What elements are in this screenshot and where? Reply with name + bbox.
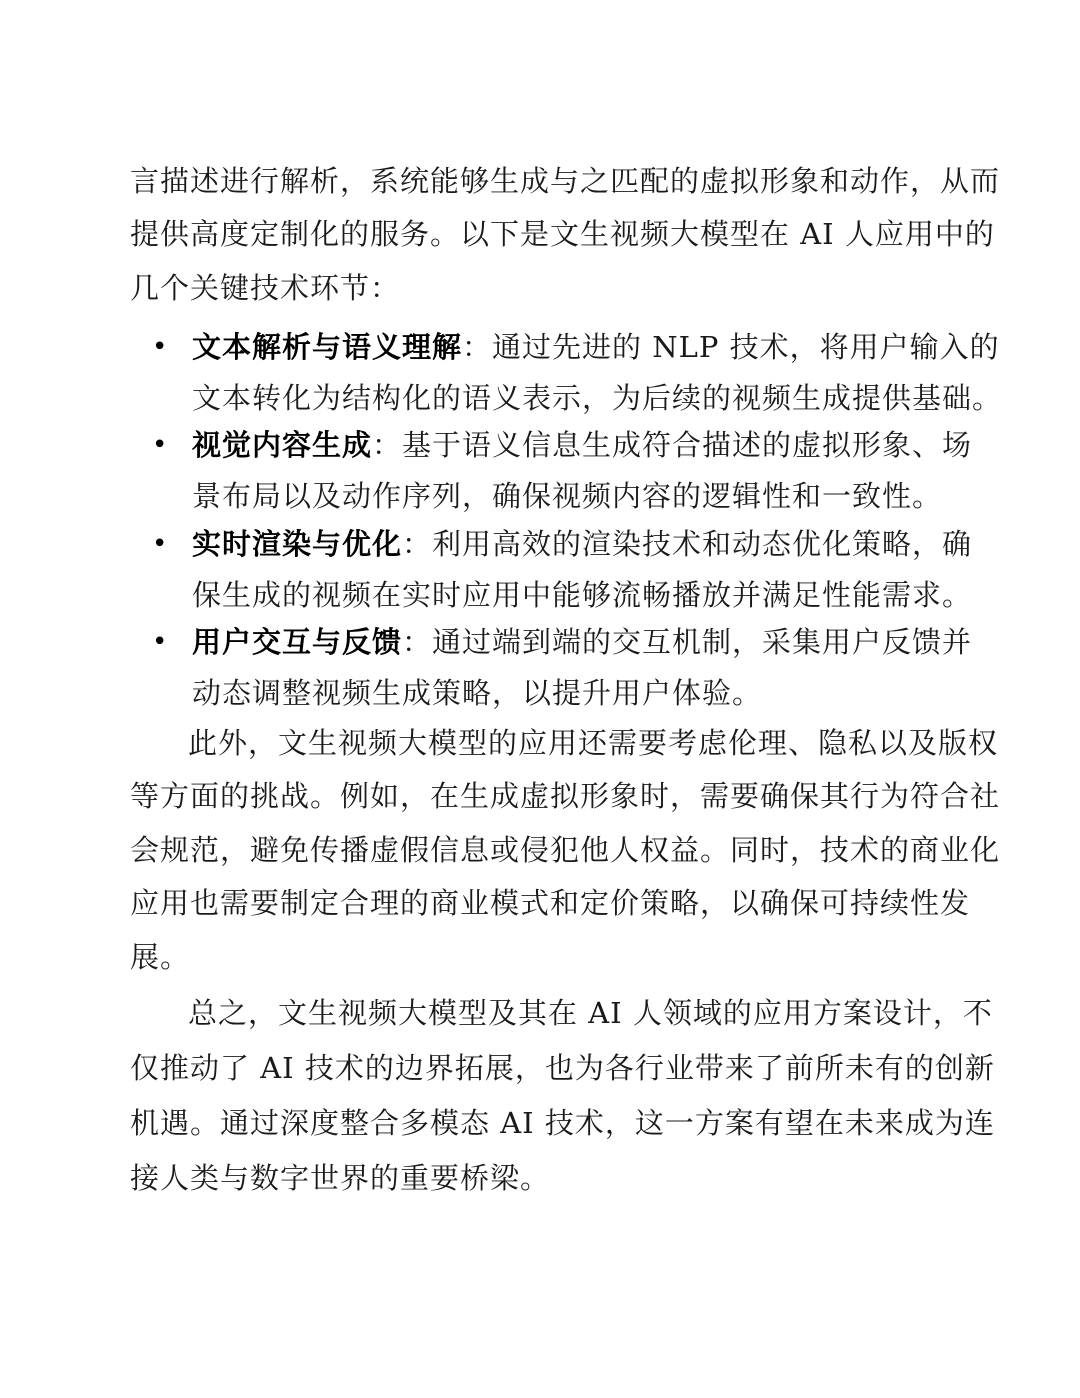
summary-line-4	[0, 1149, 1080, 1207]
bullet-2-line-2: 景布局以及动作序列，确保视频内容的逻辑性和一致性。	[192, 479, 943, 513]
summary-text-4: 接人类与数字世界的重要桥梁。	[130, 1161, 551, 1195]
bullet-term: 实时渲染与优化	[192, 527, 403, 561]
bullet-item-1	[0, 318, 1080, 376]
bullet-item-4	[0, 613, 1080, 671]
bullet-term: 视觉内容生成	[192, 428, 373, 462]
summary-text-2: 仅推动了 AI 技术的边界拓展，也为各行业带来了前所未有的创新	[130, 1051, 995, 1085]
summary-text-1: 总之，文生视频大模型及其在 AI 人领域的应用方案设计，不	[188, 996, 993, 1030]
bullet-item-3	[0, 515, 1080, 573]
intro-line-3	[0, 259, 1080, 317]
bullet-1-line-2: 文本转化为结构化的语义表示，为后续的视频生成提供基础。	[192, 381, 1003, 415]
ethics-line-2	[0, 767, 1080, 825]
ethics-text-4: 应用也需要制定合理的商业模式和定价策略，以确保可持续性发	[130, 886, 971, 920]
intro-text-1: 言描述进行解析，系统能够生成与之匹配的虚拟形象和动作，从而	[130, 164, 1001, 198]
bullet-1-line-1	[192, 318, 1000, 376]
bullet-4-line-1	[192, 613, 972, 671]
intro-line-1	[0, 152, 1080, 210]
bullet-term: 用户交互与反馈	[192, 625, 403, 659]
ethics-text-3: 会规范，避免传播虚假信息或侵犯他人权益。同时，技术的商业化	[130, 833, 1001, 867]
summary-line-2	[0, 1039, 1080, 1097]
bullet-dot-icon: •	[152, 627, 169, 657]
ethics-line-1	[0, 714, 1080, 772]
bullet-dot-icon: •	[152, 430, 169, 460]
summary-line-3	[0, 1094, 1080, 1152]
bullet-desc: ：利用高效的渲染技术和动态优化策略，确	[402, 527, 973, 561]
ethics-text-5: 展。	[130, 940, 191, 974]
bullet-3-line-1	[192, 515, 972, 573]
bullet-dot-icon: •	[152, 332, 169, 362]
intro-line-2	[0, 205, 1080, 263]
bullet-4-line-2: 动态调整视频生成策略，以提升用户体验。	[192, 676, 763, 710]
summary-text-3: 机遇。通过深度整合多模态 AI 技术，这一方案有望在未来成为连	[130, 1106, 995, 1140]
bullet-2-line-1	[192, 416, 972, 474]
bullet-desc: ：通过先进的 NLP 技术，将用户输入的	[462, 330, 1000, 364]
bullet-term: 文本解析与语义理解	[192, 330, 463, 364]
bullet-desc: ：通过端到端的交互机制，采集用户反馈并	[402, 625, 973, 659]
intro-text-2: 提供高度定制化的服务。以下是文生视频大模型在 AI 人应用中的	[130, 217, 995, 251]
ethics-text-1: 此外，文生视频大模型的应用还需要考虑伦理、隐私以及版权	[188, 726, 999, 760]
summary-line-1	[0, 984, 1080, 1042]
bullet-desc: ：基于语义信息生成符合描述的虚拟形象、场	[372, 428, 973, 462]
bullet-dot-icon: •	[152, 529, 169, 559]
ethics-line-4	[0, 874, 1080, 932]
bullet-item-2	[0, 416, 1080, 474]
ethics-line-3	[0, 821, 1080, 879]
bullet-3-line-2: 保生成的视频在实时应用中能够流畅播放并满足性能需求。	[192, 578, 973, 612]
intro-text-3: 几个关键技术环节：	[130, 271, 401, 305]
ethics-line-5	[0, 928, 1080, 986]
ethics-text-2: 等方面的挑战。例如，在生成虚拟形象时，需要确保其行为符合社	[130, 779, 1001, 813]
